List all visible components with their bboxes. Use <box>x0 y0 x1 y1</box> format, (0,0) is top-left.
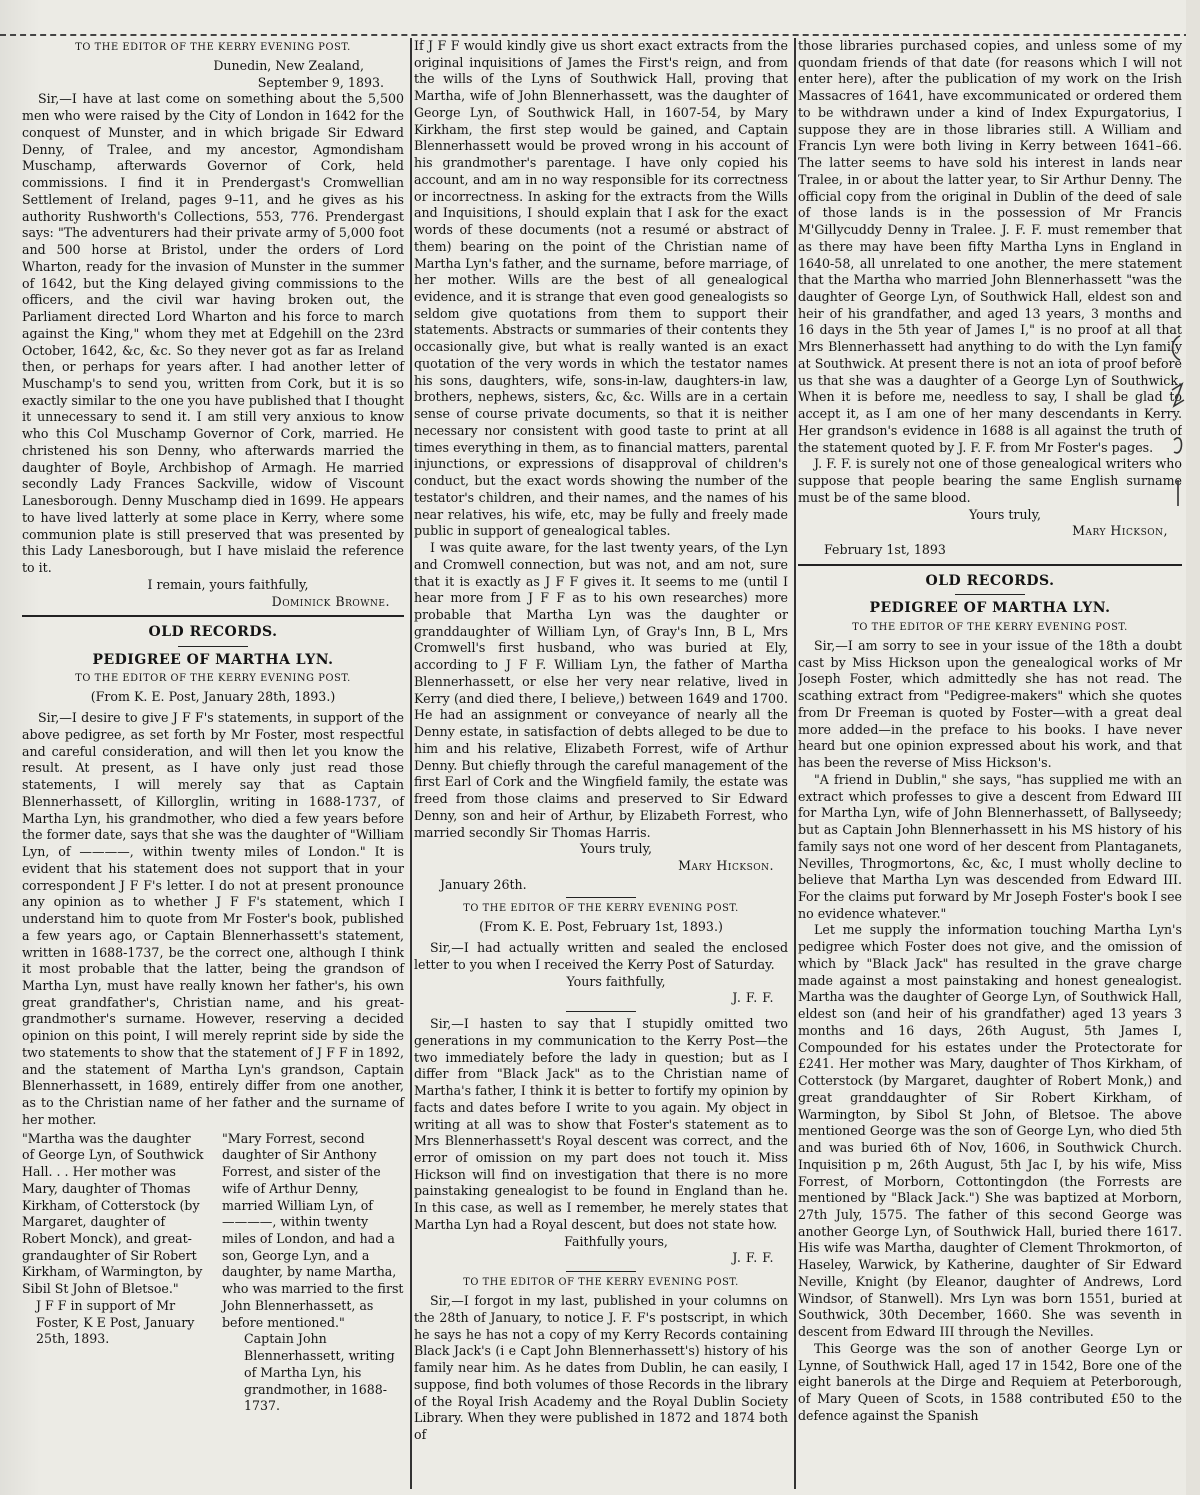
letter-paragraph: I was quite aware, for the last twenty years, of the Lyn and Cromwell connection, but was not, and am not, sure that it is exactly as J F F gives it. It seems to me (until I hear more from J F F as to his own researches) more probable that Martha Lyn was the daughter or granddaughter of William Lyn, of Gray's Inn, B L, Mrs Cromwell's first husband, who was buried at Ely, according to J F F. William Lyn, the father of Martha Blennerhassett, or else her very near relative, lived in Kerry (and died there, I believe,) between 1649 and 1700. He had an assignment or conveyance of nearly all the Denny estate, in satisfaction of debts alleged to be due to him and his relative, Elizabeth Forrest, wife of Arthur Denny. But chiefly through the careful management of the first Earl of Cork and the Wingfield family, the estate was freed from those claims and preserved to Sir Edward Denny, son and heir of Arthur, by Elizabeth Forrest, who married secondly Sir Thomas Harris. <box>414 540 788 840</box>
letter-body: Sir,—I desire to give J F F's statements, in support of the above pedigree, as set forth by Mr Foster, most respectful and careful consideration, and will then let you know the result. At present, as I have only just read those statements, I will merely say that as Captain Blennerhassett, of Killorglin, writing in 1688-1737, of Martha Lyn, his grandmother, who died a few years before the former date, says that she was the daughter of "William Lyn, of ————, within twenty miles of London." It is evident that his statement does not support that in your correspondent J F F's letter. I do not at present pronounce any opinion as to whether J F F's statement, which I understand him to quote from Mr Foster's book, published a few years ago, or Captain Blennerhassett's statement, written in 1688-1737, be the correct one, although I think it most probable that the latter, being the grandson of Martha Lyn, must have really known her father's, his own great grandfather's, Christian name, and his great-grandmother's surname. However, reserving a decided opinion on this point, I will merely reprint side by side the two statements to show that the statement of J F F in 1892, and the statement of Martha Lyn's grandson, Captain Blennerhassett, in 1689, entirely differ from one another, as to the Christian name of her father and the surname of her mother. <box>22 710 404 1127</box>
letter-place: Dunedin, New Zealand, <box>213 58 364 74</box>
letter-closing: I remain, yours faithfully, <box>147 576 309 592</box>
letter-dated: January 26th. <box>440 876 527 892</box>
pedigree-title: PEDIGREE OF MARTHA LYN. <box>92 651 334 668</box>
section-divider <box>798 564 1182 566</box>
editor-heading: TO THE EDITOR OF THE KERRY EVENING POST. <box>463 1277 739 1289</box>
letter-signature: Mary Hickson, <box>1072 523 1168 539</box>
short-rule <box>178 646 248 647</box>
statement-left-quote: "Martha was the daughter of George Lyn, of Southwick Hall. . . Her mother was Mary, daughter of Thomas Kirkham, of Cotterstock (by Margaret, daughter of Robert Monck), and great-grandaughter of Sir Robert Kirkham, of Warmington, by Sibil St John of Bletsoe." <box>22 1130 204 1297</box>
section-divider <box>22 615 404 617</box>
short-rule <box>566 1011 636 1012</box>
editor-heading: TO THE EDITOR OF THE KERRY EVENING POST. <box>852 621 1128 633</box>
section-title: OLD RECORDS. <box>925 572 1055 589</box>
statement-right <box>222 1131 404 1415</box>
editor-heading: TO THE EDITOR OF THE KERRY EVENING POST. <box>75 673 351 685</box>
short-rule <box>566 897 636 898</box>
letter-closing: Yours faithfully, <box>566 973 666 989</box>
letter-body: Sir,—I hasten to say that I stupidly omitted two generations in my communication to the Kerry Post—the two immediately before the lady in question; but as I differ from "Black Jack" as to the Christian name of Martha's father, I think it is better to fortify my opinion by facts and dates before I write to you again. My object in writing at all was to show that Foster's statement as to Mrs Blennerhassett's Royal descent was correct, and the error of omission on my part does not touch it. Miss Hickson will find on investigation that there is no more painstaking genealogist to be found in England than he. In this case, as well as I remember, he merely states that Martha Lyn had a Royal descent, but does not state how. <box>414 1016 788 1232</box>
letter-dated: February 1st, 1893 <box>824 542 946 558</box>
column-right <box>798 38 1182 1489</box>
letter-body: Sir,—I had actually written and sealed the enclosed letter to you when I received the Kerry Post of Saturday. <box>414 940 788 972</box>
pedigree-title: PEDIGREE OF MARTHA LYN. <box>869 600 1111 617</box>
side-by-side-statements <box>22 1131 404 1415</box>
letter-body: Sir,—I have at last come on something about the 5,500 men who were raised by the City of London in 1642 for the conquest of Munster, and in which brigade Sir Edward Denny, of Tralee, and my ancestor, Agmondisham Muschamp, afterwards Governor of Cork, held commissions. I find it in Prendergast's Cromwellian Settlement of Ireland, pages 9–11, and he gives as his authority Rushworth's Collections, 553, 776. Prendergast says: "The adventurers had their private army of 5,000 foot and 500 horse at Bristol, under the orders of Lord Wharton, ready for the invasion of Munster in the summer of 1642, but the King delayed giving commissions to the officers, and the civil war having broken out, the Parliament directed Lord Wharton and his force to march against the King," whom they met at Edgehill on the 23rd October, 1642, &c, &c. So they never got as far as Ireland then, or perhaps for years after. I had another letter of Muschamp's to send you, written from Cork, but it is so exactly similar to the one you have published that I thought it unnecessary to send it. I am still very anxious to know who this Col Muschamp Governor of Cork, married. He christened his son Denny, who afterwards married the daughter of Boyle, Archbishop of Armagh. He married secondly Lady Frances Sackville, widow of Viscount Lanesborough. Denny Muschamp died in 1699. He appears to have lived latterly at some place in Kerry, where some communion plate is still preserved that was presented by this Lady Lanesborough, but I have mislaid the reference to it. <box>22 91 404 576</box>
column-left <box>22 38 412 1489</box>
statement-left-attribution: J F F in support of Mr Foster, K E Post, January 25th, 1893. <box>36 1297 195 1347</box>
handwritten-margin-mark <box>1166 330 1188 510</box>
letter-signature: Dominick Browne. <box>271 593 390 609</box>
letter-body: Sir,—I forgot in my last, published in your columns on the 28th of January, to notice J. F. F's postscript, in which he says he has not a copy of my Kerry Records containing Black Jack's (i e Capt John Blennerhassett's) history of his family near him. As he dates from Dublin, he can easily, I suppose, find both volumes of those Records in the library of the Royal Irish Academy and the Royal Dublin Society Library. When they were published in 1872 and 1874 both of <box>414 1293 788 1443</box>
short-rule <box>566 1271 636 1272</box>
letter-paragraph: Let me supply the information touching Martha Lyn's pedigree which Foster does not give, and the omission of which by "Black Jack" has resulted in the grave charge made against a most painstaking and honest genealogist. Martha was the daughter of George Lyn, of Southwick Hall, eldest son (and heir of his grandfather) aged 13 years 3 months and 16 days, 26th August, 5th James I, Compounded for his estates under the Protectorate for £241. Her mother was Mary, daughter of Thos Kirkham, of Cotterstock (by Margaret, daughter of Robert Monk,) and great granddaughter of Sir Robert Kirkham, of Warmington, by Sibol St John, of Bletsoe. The above mentioned George was the son of George Lyn, who died 5th and was buried 6th of Nov, 1606, in Southwick Church. Inquisition p m, 26th August, 5th Jac I, by his wife, Miss Forrest, of Morborn, Cottontingdon (the Forrests are mentioned by "Black Jack.") She was baptized at Morborn, 27th July, 1575. The father of this second George was another George Lyn, of Southwick Hall, buried there 1617. His wife was Martha, daughter of Clement Throkmorton, of Haseley, Warwick, by Katherine, daughter of Sir Edward Neville, Knight (by Eleanor, daughter of Andrews, Lord Windsor, of Stanwell). Mrs Lyn was born 1551, buried at Southwick, 30th December, 1660. She was seventh in descent from Edward III through the Nevilles. <box>798 922 1182 1340</box>
letter-signature: J. F. F. <box>732 1250 774 1266</box>
letter-continuation: those libraries purchased copies, and unless some of my quondam friends of that date (for reasons which I will not enter here), after the publication of my work on the Irish Massacres of 1641, have excommunicated or ordered them to be withdrawn under a kind of Index Expurgatorius, I suppose they are in those libraries still. A William and Francis Lyn were both living in Kerry between 1641–66. The latter seems to have sold his interest in lands near Tralee, in or about the latter year, to Sir Arthur Denny. The official copy from the original in Dublin of the deed of sale of those lands is in the possession of Mr Francis M'Gillycuddy Denny in Tralee. J. F. F. must remember that as there may have been fifty Martha Lyns in England in 1640-58, all unrelated to one another, the mere statement that the Martha who married John Blennerhassett "was the daughter of George Lyn, of Southwick Hall, eldest son and heir of his grandfather, and aged 13 years, 3 months and 16 days in the 5th year of James I," is no proof at all that Mrs Blennerhassett had anything to do with the Lyn family at Southwick. At present there is not an iota of proof before us that she was a daughter of a George Lyn of Southwick. When it is before me, needless to say, I shall be glad to accept it, as I am one of her many descendants in Kerry. Her grandson's evidence in 1688 is all against the truth of the statement quoted by J. F. F. from Mr Foster's pages. <box>798 38 1182 455</box>
short-rule <box>955 594 1025 595</box>
section-title: OLD RECORDS. <box>148 624 278 641</box>
column-middle <box>414 38 796 1489</box>
editor-heading: TO THE EDITOR OF THE KERRY EVENING POST. <box>75 42 351 53</box>
letter-closing: Yours truly, <box>579 841 653 857</box>
source-line: (From K. E. Post, February 1st, 1893.) <box>479 919 723 935</box>
letter-signature: J. F. F. <box>732 990 774 1006</box>
source-line: (From K. E. Post, January 28th, 1893.) <box>90 689 336 705</box>
statement-left <box>22 1131 204 1415</box>
letter-closing: Faithfully yours, <box>564 1233 668 1249</box>
letter-body: Sir,—I am sorry to see in your issue of the 18th a doubt cast by Miss Hickson upon the genealogical works of Mr Joseph Foster, which admittedly she has not read. The scathing extract from "Pedigree-makers" which she quotes from Dr Freeman is quoted by Foster—with a great deal more added—in the preface to his books. I have never heard but one opinion expressed about his work, and that has been the reverse of Miss Hickson's. <box>798 638 1182 771</box>
letter-continuation: If J F F would kindly give us short exact extracts from the original inquisitions of James the First's reign, and from the wills of the Lyns of Southwick Hall, proving that Martha, wife of John Blennerhassett, was the daughter of George Lyn, of Southwick Hall, in 1607-54, by Mary Kirkham, the first step would be gained, and Captain Blennerhassett would be proved wrong in his account of his grandmother's parentage. I have only copied his account, and am in no way responsible for its correctness or incorrectness. In asking for the extracts from the Wills and Inquisitions, I should explain that I ask for the exact words of these documents (not a resumé or abstract of them) bearing on the point of the Christian name of Martha Lyn's father, and the surname, before marriage, of her mother. Wills are the best of all genealogical evidence, and it is strange that even good genealogists so seldom give quotations from them to support their statements. Abstracts or summaries of their contents they occasionally give, but what is really wanted is an exact quotation of the very words in which the testator names his sons, daughters, wife, sons-in-law, daughters-in law, brothers, nephews, sisters, &c, &c. Wills are in a certain sense of course private documents, so that it is neither necessary nor consistent with good taste to print at all times everything in them, as to financial matters, parental injunctions, or expressions of disapproval of children's conduct, but the exact words showing the number of the testator's children, and their names, and the names of his near relatives, his wife, etc, may be fully and freely made public in support of genealogical tables. <box>414 38 788 539</box>
torn-top-edge <box>0 34 1200 36</box>
letter-signature: Mary Hickson. <box>678 857 774 873</box>
letter-closing: Yours truly, <box>968 506 1042 522</box>
statement-right-quote: "Mary Forrest, second daughter of Sir Anthony Forrest, and sister of the wife of Arthur Denny, married William Lyn, of ————, within twenty miles of London, and had a son, George Lyn, and a daughter, by name Martha, who was married to the first John Blennerhassett, as before mentioned." <box>222 1130 404 1330</box>
letter-paragraph: J. F. F. is surely not one of those genealogical writers who suppose that people bearing the same English surname must be of the same blood. <box>798 456 1182 505</box>
statement-right-attribution: Captain John Blennerhassett, writing of Martha Lyn, his grandmother, in 1688-1737. <box>244 1331 395 1414</box>
page-margin <box>1186 0 1200 1495</box>
editor-heading: TO THE EDITOR OF THE KERRY EVENING POST. <box>463 903 739 915</box>
letter-paragraph: "A friend in Dublin," she says, "has supplied me with an extract which professes to give a descent from Edward III for Martha Lyn, wife of John Blennerhassett, of Ballyseedy; but as Captain John Blennerhassett in his MS history of his family says not one word of her descent from Plantaganets, Nevilles, Throgmortons, &c, &c, I must wholly decline to believe that Martha Lyn was descended from Edward III. For the claims put forward by Mr Joseph Foster's book I see no evidence whatever." <box>798 771 1182 921</box>
letter-date: September 9, 1893. <box>257 74 384 90</box>
letter-paragraph: This George was the son of another George Lyn or Lynne, of Southwick Hall, aged 17 in 1542, Bore one of the eight banerols at the Dirge and Requiem at Peterborough, of Mary Queen of Scots, in 1588 contributed £50 to the defence against the Spanish <box>798 1340 1182 1423</box>
